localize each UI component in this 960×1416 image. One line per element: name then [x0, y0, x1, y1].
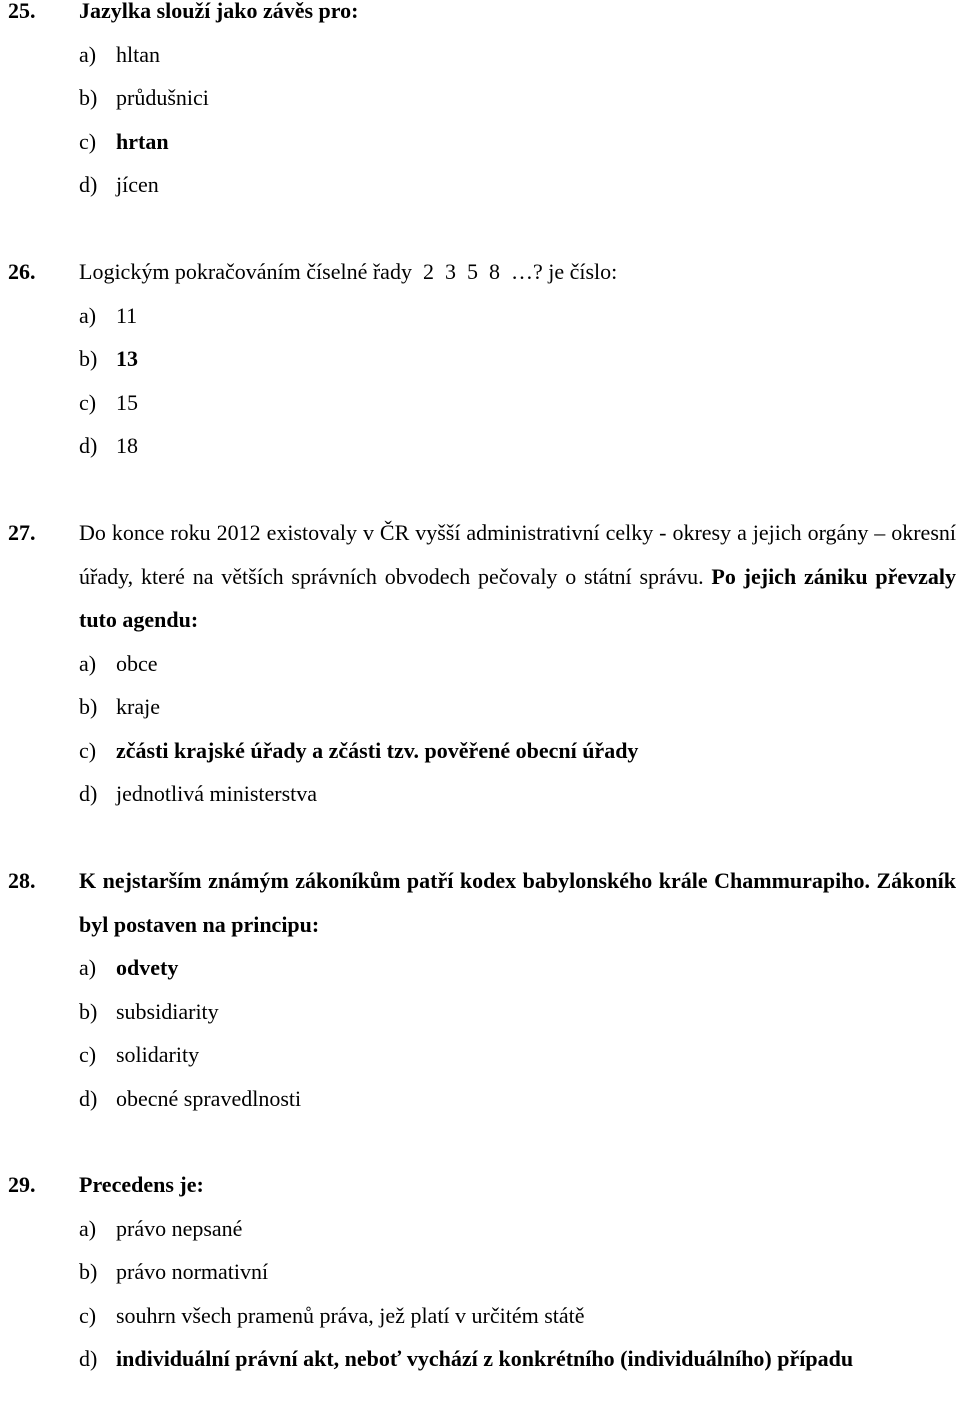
options-list	[79, 33, 956, 207]
option-text: jícen	[116, 172, 159, 197]
option-c	[79, 1294, 956, 1338]
option-d	[79, 424, 956, 468]
option-text: 18	[116, 433, 138, 458]
option-letter: c)	[79, 1042, 97, 1067]
option-c	[79, 729, 956, 773]
question-text-plain: Logickým pokračováním číselné řady 2 3 5 8 …? je číslo:	[79, 259, 618, 284]
option-a	[79, 294, 956, 338]
option-text: jednotlivá ministerstva	[116, 781, 318, 806]
option-text: obecné spravedlnosti	[116, 1085, 302, 1111]
option-letter: b)	[79, 998, 98, 1024]
option-letter: d)	[79, 1085, 98, 1111]
option-text: 13	[116, 346, 138, 371]
option-letter: d)	[79, 1346, 98, 1371]
option-text: odvety	[116, 955, 179, 980]
option-c	[79, 120, 956, 164]
options-list	[79, 1207, 956, 1381]
option-d	[79, 772, 956, 816]
option-a	[79, 946, 956, 990]
option-letter: d)	[79, 172, 98, 197]
option-text: hltan	[116, 41, 160, 67]
option-letter: c)	[79, 737, 97, 763]
option-letter: b)	[79, 694, 98, 719]
question-text: K nejstarším známým zákoníkům patří kodex babylonského krále Chammurapiho. Zákoník byl postaven na principu:	[79, 868, 956, 937]
option-letter: a)	[79, 41, 97, 67]
question-text-plain: Do konce roku 2012 existovaly v ČR vyšší administrativní celky - okresy a jejich orgány – okresní úřady, které na větších správních obvodech pečovaly o státní správu.	[79, 520, 956, 589]
options-list	[79, 946, 956, 1120]
option-c	[79, 381, 956, 425]
option-letter: c)	[79, 389, 97, 415]
option-b	[79, 685, 956, 729]
option-letter: a)	[79, 650, 97, 676]
option-c	[79, 1033, 956, 1077]
option-a	[79, 1207, 956, 1251]
options-list	[79, 642, 956, 816]
option-letter: a)	[79, 955, 97, 980]
option-b	[79, 990, 956, 1034]
option-letter: a)	[79, 1215, 97, 1241]
option-letter: b)	[79, 346, 98, 371]
option-letter: d)	[79, 781, 98, 806]
option-letter: c)	[79, 128, 97, 154]
option-text: souhrn všech pramenů práva, jež platí v určitém státě	[116, 1302, 585, 1328]
option-text: hrtan	[116, 128, 169, 154]
option-text: obce	[116, 650, 158, 676]
option-text: 15	[116, 389, 138, 415]
option-letter: c)	[79, 1302, 97, 1328]
option-text: individuální právní akt, neboť vychází z konkrétního (individuálního) případu	[116, 1346, 854, 1371]
option-text: solidarity	[116, 1042, 200, 1067]
option-text: zčásti krajské úřady a zčásti tzv. pověřené obecní úřady	[116, 737, 639, 763]
question-number: 25.	[8, 0, 36, 23]
option-text: 11	[116, 302, 138, 328]
question-number: 29.	[8, 1172, 36, 1197]
option-d	[79, 163, 956, 207]
option-a	[79, 33, 956, 77]
question-number: 26.	[8, 259, 36, 284]
option-d	[79, 1077, 956, 1121]
option-text: právo normativní	[116, 1259, 269, 1284]
option-letter: a)	[79, 302, 97, 328]
option-letter: b)	[79, 1259, 98, 1284]
option-d	[79, 1337, 956, 1381]
option-text: průdušnici	[116, 85, 209, 110]
option-b	[79, 76, 956, 120]
option-letter: b)	[79, 85, 98, 110]
question-text-bold: Po jejich zániku převzaly tuto agendu:	[79, 563, 956, 632]
option-b	[79, 1250, 956, 1294]
question-text	[79, 511, 956, 642]
question-text	[79, 250, 956, 294]
options-list	[79, 294, 956, 468]
question-number: 27.	[8, 520, 36, 545]
question-text: Precedens je:	[79, 1172, 204, 1197]
option-a	[79, 642, 956, 686]
question-number: 28.	[8, 868, 36, 893]
option-letter: d)	[79, 433, 98, 458]
question-text: Jazylka slouží jako závěs pro:	[79, 0, 359, 23]
option-b	[79, 337, 956, 381]
option-text: kraje	[116, 694, 160, 719]
option-text: subsidiarity	[116, 998, 219, 1024]
option-text: právo nepsané	[116, 1215, 243, 1241]
